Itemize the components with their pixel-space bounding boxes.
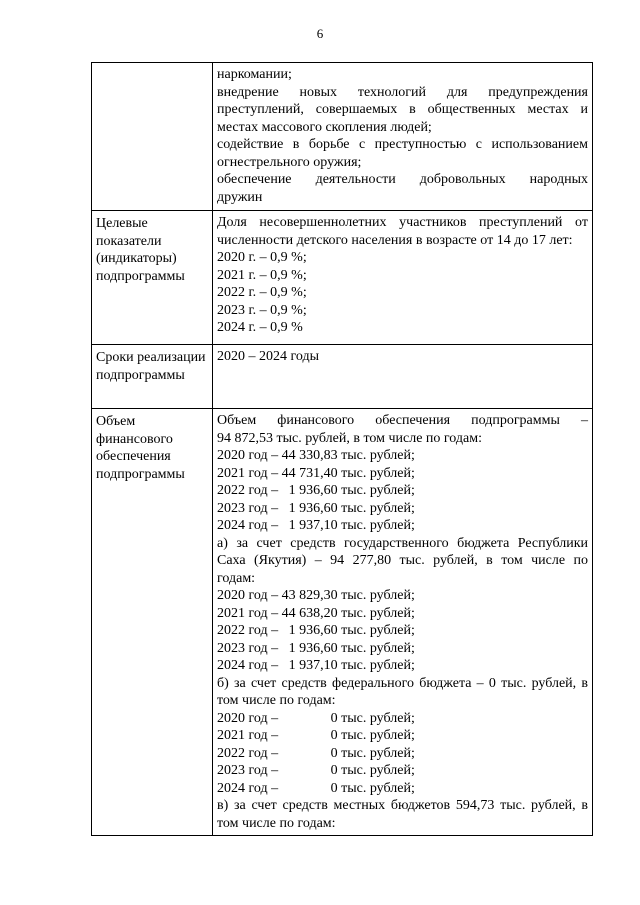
content-line: Саха (Якутия) – 94 277,80 тыс. рублей, в том числе по bbox=[217, 553, 588, 568]
content-line: 2020 год – 44 330,83 тыс. рублей; bbox=[217, 448, 415, 463]
row-label: Объем финансового обеспечения подпрограммы bbox=[92, 409, 213, 836]
content-line: 2023 год – 1 936,60 тыс. рублей; bbox=[217, 640, 415, 656]
content-line: 2020 г. – 0,9 %; bbox=[217, 250, 307, 265]
row-label: Целевые показатели (индикаторы) подпрограммы bbox=[92, 211, 213, 345]
content-line: в) за счет средств местных бюджетов 594,73 тыс. рублей, в bbox=[217, 798, 588, 813]
content-line: 2024 г. – 0,9 % bbox=[217, 320, 303, 335]
row-content bbox=[213, 345, 593, 409]
passport-table bbox=[91, 62, 593, 836]
content-line: 2022 г. – 0,9 %; bbox=[217, 285, 307, 300]
content-line: преступлений, совершаемых в общественных местах и bbox=[217, 102, 588, 117]
content-line: 94 872,53 тыс. рублей, в том числе по годам: bbox=[217, 430, 482, 446]
row-content bbox=[213, 409, 593, 836]
content-line: наркомании; bbox=[217, 67, 292, 82]
table-row bbox=[92, 345, 593, 409]
row-content bbox=[213, 63, 593, 211]
content-line: годам: bbox=[217, 570, 256, 586]
table-row bbox=[92, 409, 593, 836]
content-line: 2020 год – 43 829,30 тыс. рублей; bbox=[217, 588, 415, 603]
content-line: 2021 год – 44 638,20 тыс. рублей; bbox=[217, 605, 415, 621]
content-line: 2020 – 2024 годы bbox=[217, 349, 320, 364]
content-line: том числе по годам: bbox=[217, 693, 336, 708]
content-line: огнестрельного оружия; bbox=[217, 154, 362, 170]
content-line: 2022 год – 0 тыс. рублей; bbox=[217, 745, 415, 761]
content-line: местах массового скопления людей; bbox=[217, 119, 432, 135]
content-line: дружин bbox=[217, 189, 263, 205]
content-line: Объем финансового обеспечения подпрограммы – bbox=[217, 413, 588, 428]
content-line: 2023 год – 0 тыс. рублей; bbox=[217, 763, 415, 778]
content-line: Доля несовершеннолетних участников преступлений от bbox=[217, 215, 588, 230]
content-line: том числе по годам: bbox=[217, 815, 336, 831]
content-line: 2024 год – 1 937,10 тыс. рублей; bbox=[217, 518, 415, 533]
table-row bbox=[92, 211, 593, 345]
content-line: а) за счет средств государственного бюджета Республики bbox=[217, 535, 588, 551]
page-number: 6 bbox=[316, 26, 324, 41]
content-line: 2024 год – 0 тыс. рублей; bbox=[217, 780, 415, 796]
content-line: 2020 год – 0 тыс. рублей; bbox=[217, 710, 415, 726]
table-row bbox=[92, 63, 593, 211]
content-line: 2021 год – 44 731,40 тыс. рублей; bbox=[217, 465, 415, 481]
content-line: содействие в борьбе с преступностью с использованием bbox=[217, 137, 588, 152]
row-content bbox=[213, 211, 593, 345]
row-label bbox=[92, 63, 213, 211]
content-line: 2022 год – 1 936,60 тыс. рублей; bbox=[217, 483, 415, 498]
content-line: 2024 год – 1 937,10 тыс. рублей; bbox=[217, 658, 415, 673]
content-line: 2021 г. – 0,9 %; bbox=[217, 267, 307, 283]
content-line: 2023 год – 1 936,60 тыс. рублей; bbox=[217, 500, 415, 516]
content-line: б) за счет средств федерального бюджета – 0 тыс. рублей, в bbox=[217, 675, 588, 691]
content-line: 2022 год – 1 936,60 тыс. рублей; bbox=[217, 623, 415, 638]
content-line: численности детского населения в возрасте от 14 до 17 лет: bbox=[217, 232, 573, 248]
content-line: внедрение новых технологий для предупреждения bbox=[217, 84, 588, 100]
row-label: Сроки реализации подпрограммы bbox=[92, 345, 213, 409]
content-line: 2023 г. – 0,9 %; bbox=[217, 302, 307, 318]
content-line: 2021 год – 0 тыс. рублей; bbox=[217, 728, 415, 743]
content-line: обеспечение деятельности добровольных народных bbox=[217, 172, 588, 187]
